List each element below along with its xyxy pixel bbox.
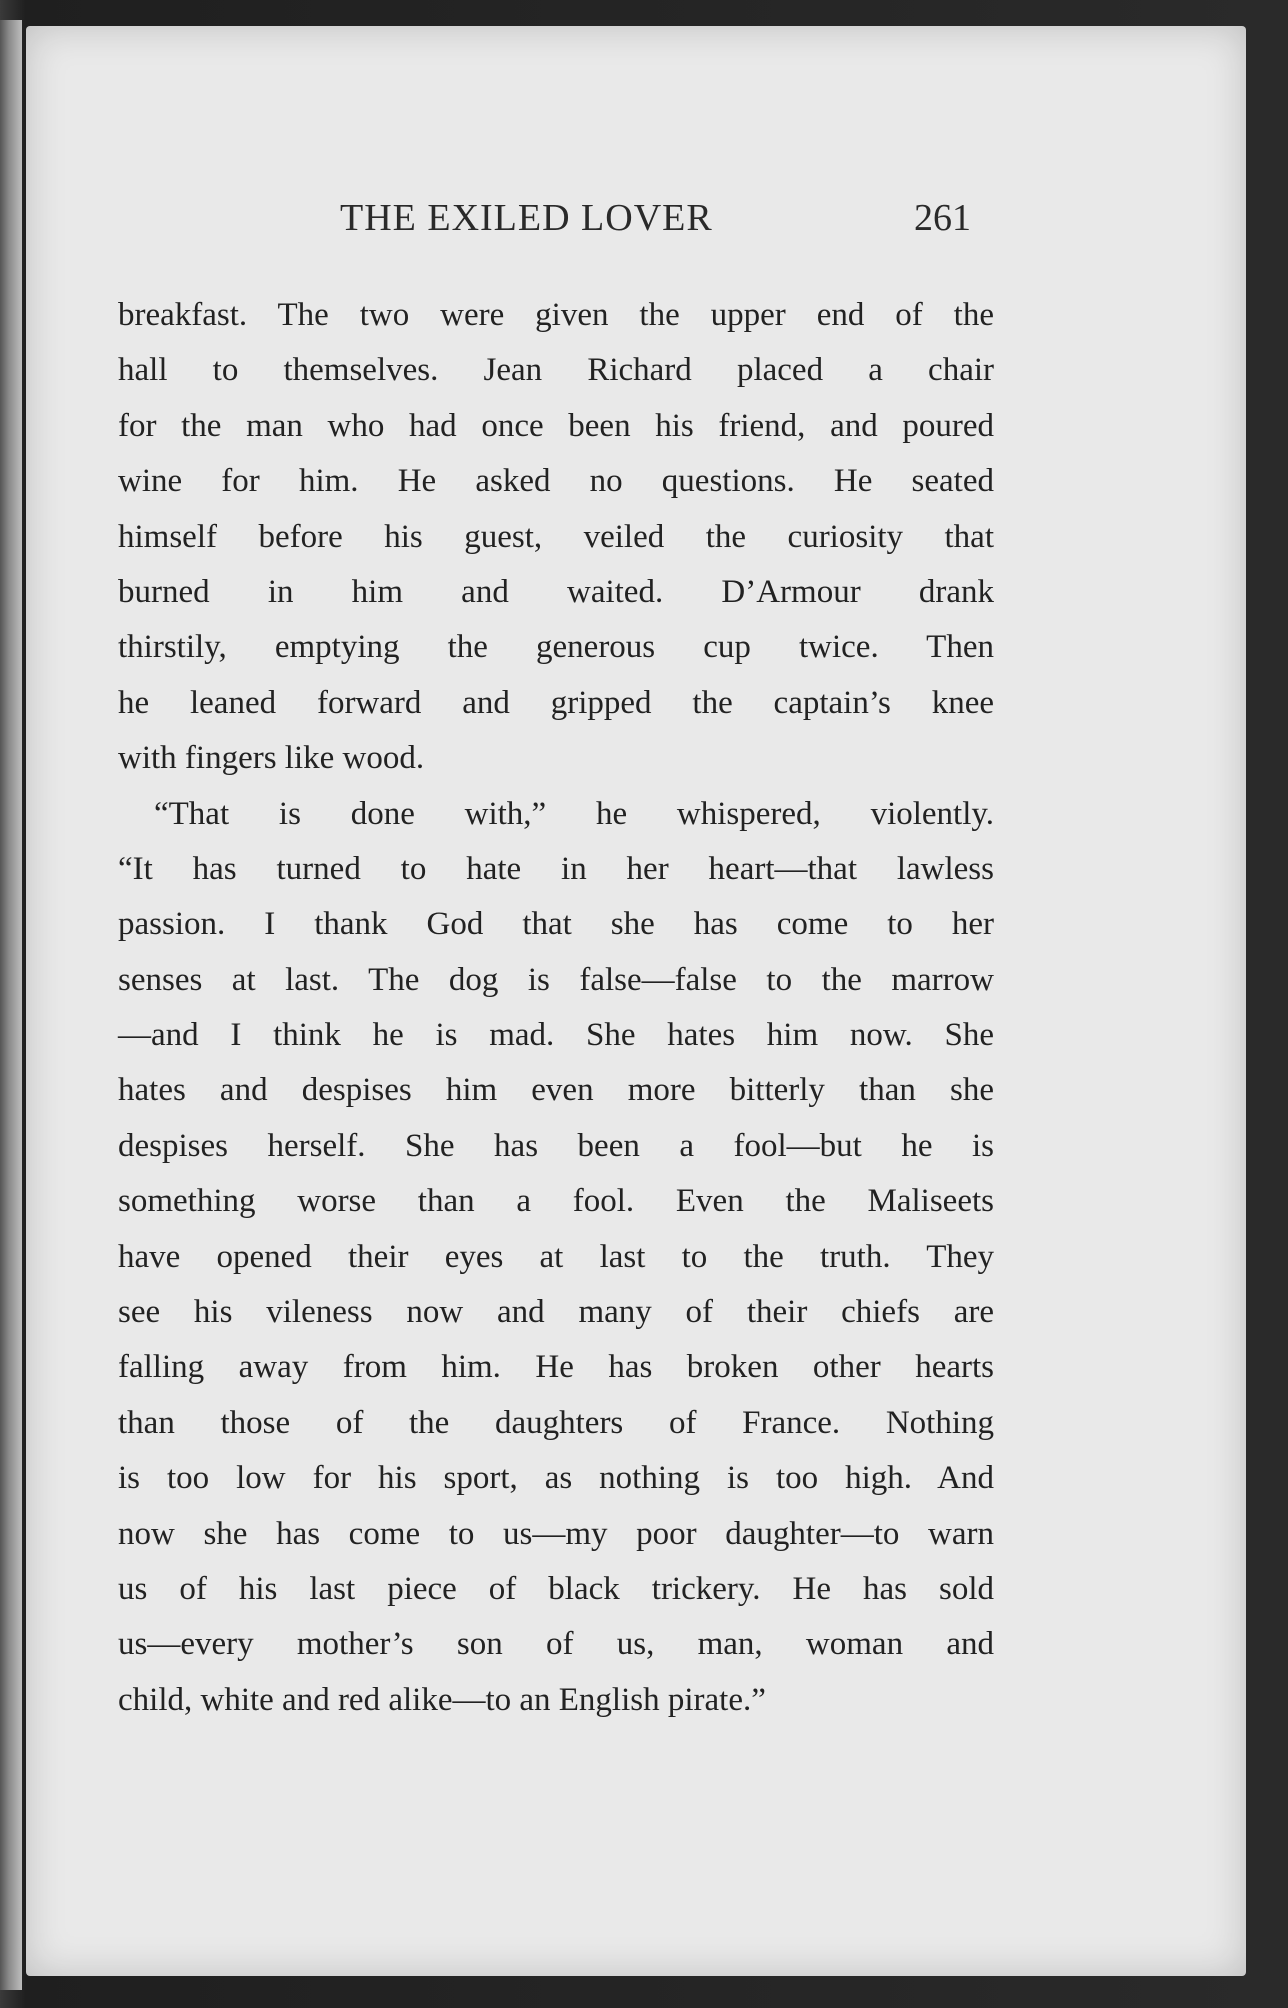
book-spine-edge [0, 20, 22, 1990]
text-line: he leaned forward and gripped the captain’s knee [118, 684, 994, 721]
text-line: us—every mother’s son of us, man, woman and [118, 1626, 994, 1663]
body-text [118, 288, 994, 1728]
text-line: hall to themselves. Jean Richard placed a chair [118, 352, 994, 389]
text-line: breakfast. The two were given the upper end of the [118, 297, 994, 333]
text-line: himself before his guest, veiled the curiosity that [118, 518, 994, 555]
text-line: hates and despises him even more bitterly than she [118, 1072, 994, 1109]
text-line: falling away from him. He has broken other hearts [118, 1349, 994, 1386]
text-line: despises herself. She has been a fool—but he is [118, 1127, 994, 1164]
text-line: now she has come to us—my poor daughter—to warn [118, 1515, 994, 1552]
text-line: have opened their eyes at last to the truth. They [118, 1238, 994, 1275]
text-line: for the man who had once been his friend, and poured [118, 407, 994, 444]
text-line: senses at last. The dog is false—false to the marrow [118, 961, 994, 998]
page-number: 261 [914, 197, 971, 239]
text-line: child, white and red alike—to an English pirate.” [118, 1681, 766, 1718]
text-line: than those of the daughters of France. Nothing [118, 1404, 994, 1441]
text-line: wine for him. He asked no questions. He seated [118, 463, 994, 500]
text-line: passion. I thank God that she has come to her [118, 906, 994, 943]
text-line: us of his last piece of black trickery. He has sold [118, 1570, 994, 1607]
running-head-title: THE EXILED LOVER [340, 197, 713, 239]
text-line: something worse than a fool. Even the Maliseets [118, 1183, 994, 1220]
text-line: with fingers like wood. [118, 740, 425, 777]
text-line: thirstily, emptying the generous cup twice. Then [118, 629, 994, 666]
text-line: “It has turned to hate in her heart—that lawless [118, 850, 994, 887]
running-head [26, 178, 1246, 238]
text-line: —and I think he is mad. She hates him now. She [118, 1017, 994, 1054]
text-line: “That is done with,” he whispered, violently. [154, 795, 994, 832]
text-line: is too low for his sport, as nothing is too high. And [118, 1460, 994, 1497]
book-page [26, 26, 1246, 1976]
text-line: see his vileness now and many of their chiefs are [118, 1294, 994, 1331]
text-line: burned in him and waited. D’Armour drank [118, 573, 994, 610]
